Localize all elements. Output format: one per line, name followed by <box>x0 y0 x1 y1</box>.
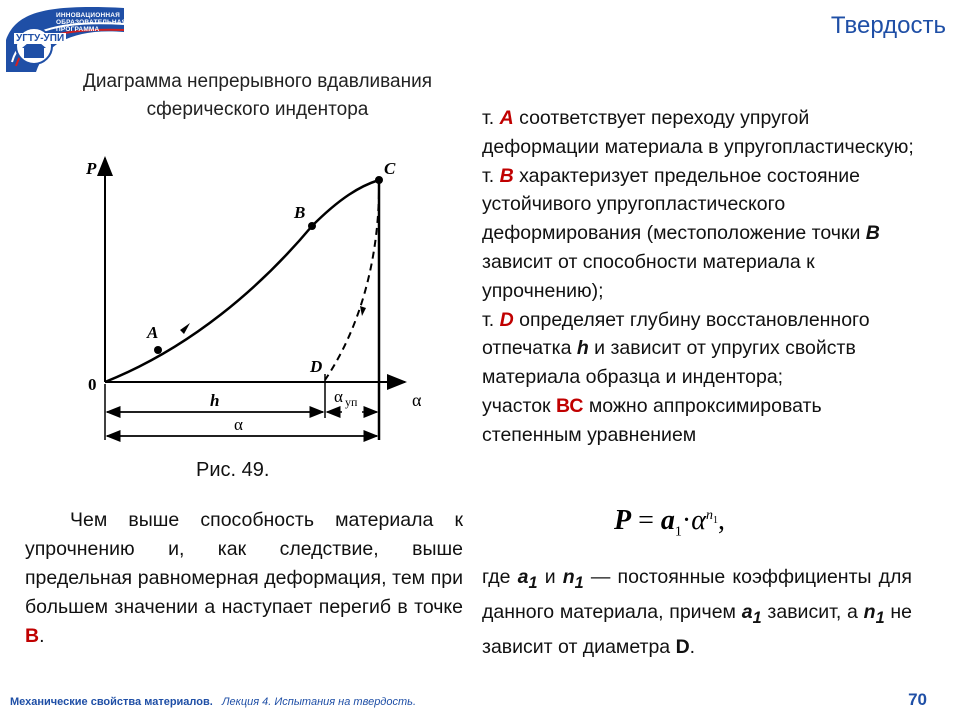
dim-alpha-up-subscript: уп <box>345 395 358 409</box>
point-b-description: т. В характеризует предельное состояние устойчивого упругопластического деформирования (местоположение точки В зависит от способности материала к упрочнению); <box>482 164 880 302</box>
point-d-label: D <box>310 357 323 376</box>
curve-arrow <box>180 323 190 334</box>
point-a-label: A <box>147 323 159 342</box>
point-c-marker <box>375 176 383 184</box>
page-title: Твердость <box>830 12 946 39</box>
left-paragraph-point: В <box>25 625 40 647</box>
point-c-label: C <box>384 159 396 178</box>
loading-curve <box>105 180 379 382</box>
footer-course: Механические свойства материалов. <box>10 696 213 708</box>
point-b-marker <box>308 222 316 230</box>
point-a-marker <box>154 346 162 354</box>
logo-abbreviation: УГТУ-УПИ <box>16 33 65 44</box>
point-a-description: т. А соответствует переходу упругой деформации материала в упругопластическую; <box>482 107 914 158</box>
indentation-diagram <box>80 148 440 448</box>
dim-alpha-label: α <box>234 415 243 434</box>
diagram-title-line2: сферического индентора <box>146 99 369 120</box>
left-paragraph: Чем выше способность материала к упрочнению и, как следствие, выше предельная равномерная деформация, тем при большем значении а наступает перегиб в точке В. <box>25 509 463 647</box>
point-b-label: B <box>294 203 306 222</box>
unloading-dashed-curve <box>325 180 379 380</box>
origin-label: 0 <box>88 375 97 394</box>
left-paragraph-body: Чем выше способность материала к упрочнению и, как следствие, выше предельная равномерная деформация, тем при большем значении а наступает перегиб в точке <box>25 509 463 618</box>
page-number: 70 <box>908 690 927 709</box>
dim-alpha-up-label: α <box>334 387 343 406</box>
diagram-title-line1: Диаграмма непрерывного вдавливания <box>82 71 433 92</box>
footer <box>10 696 416 708</box>
dashed-arrow <box>360 306 366 316</box>
logo-text: ИННОВАЦИОННАЯ ОБРАЗОВАТЕЛЬНАЯ ПРОГРАММА <box>56 12 127 33</box>
coefficients-explanation: где $а_1$ и $n_1$ — постоянные коэффициенты для данного материала, причем $а_1$ зависит, а $n_1$ не зависит от диаметра D. <box>482 566 912 658</box>
figure-caption: Рис. 49. <box>196 459 270 481</box>
segment-bc-description: участок ВС можно аппроксимировать степенным уравнением <box>482 394 822 446</box>
points-explanation <box>482 104 922 450</box>
dim-h-label: h <box>210 391 220 410</box>
axis-x-label: α <box>412 390 422 410</box>
footer-lecture: Лекция 4. Испытания на твердость. <box>221 696 417 708</box>
power-equation: $P = a_1\cdot\alpha^{n_1}$, <box>614 505 725 540</box>
diagram-title <box>30 68 485 124</box>
axis-y-label: P <box>86 159 97 178</box>
point-d-description: т. D определяет глубину восстановленного отпечатка h и зависит от упругих свойств материала образца и индентора; <box>482 308 870 389</box>
